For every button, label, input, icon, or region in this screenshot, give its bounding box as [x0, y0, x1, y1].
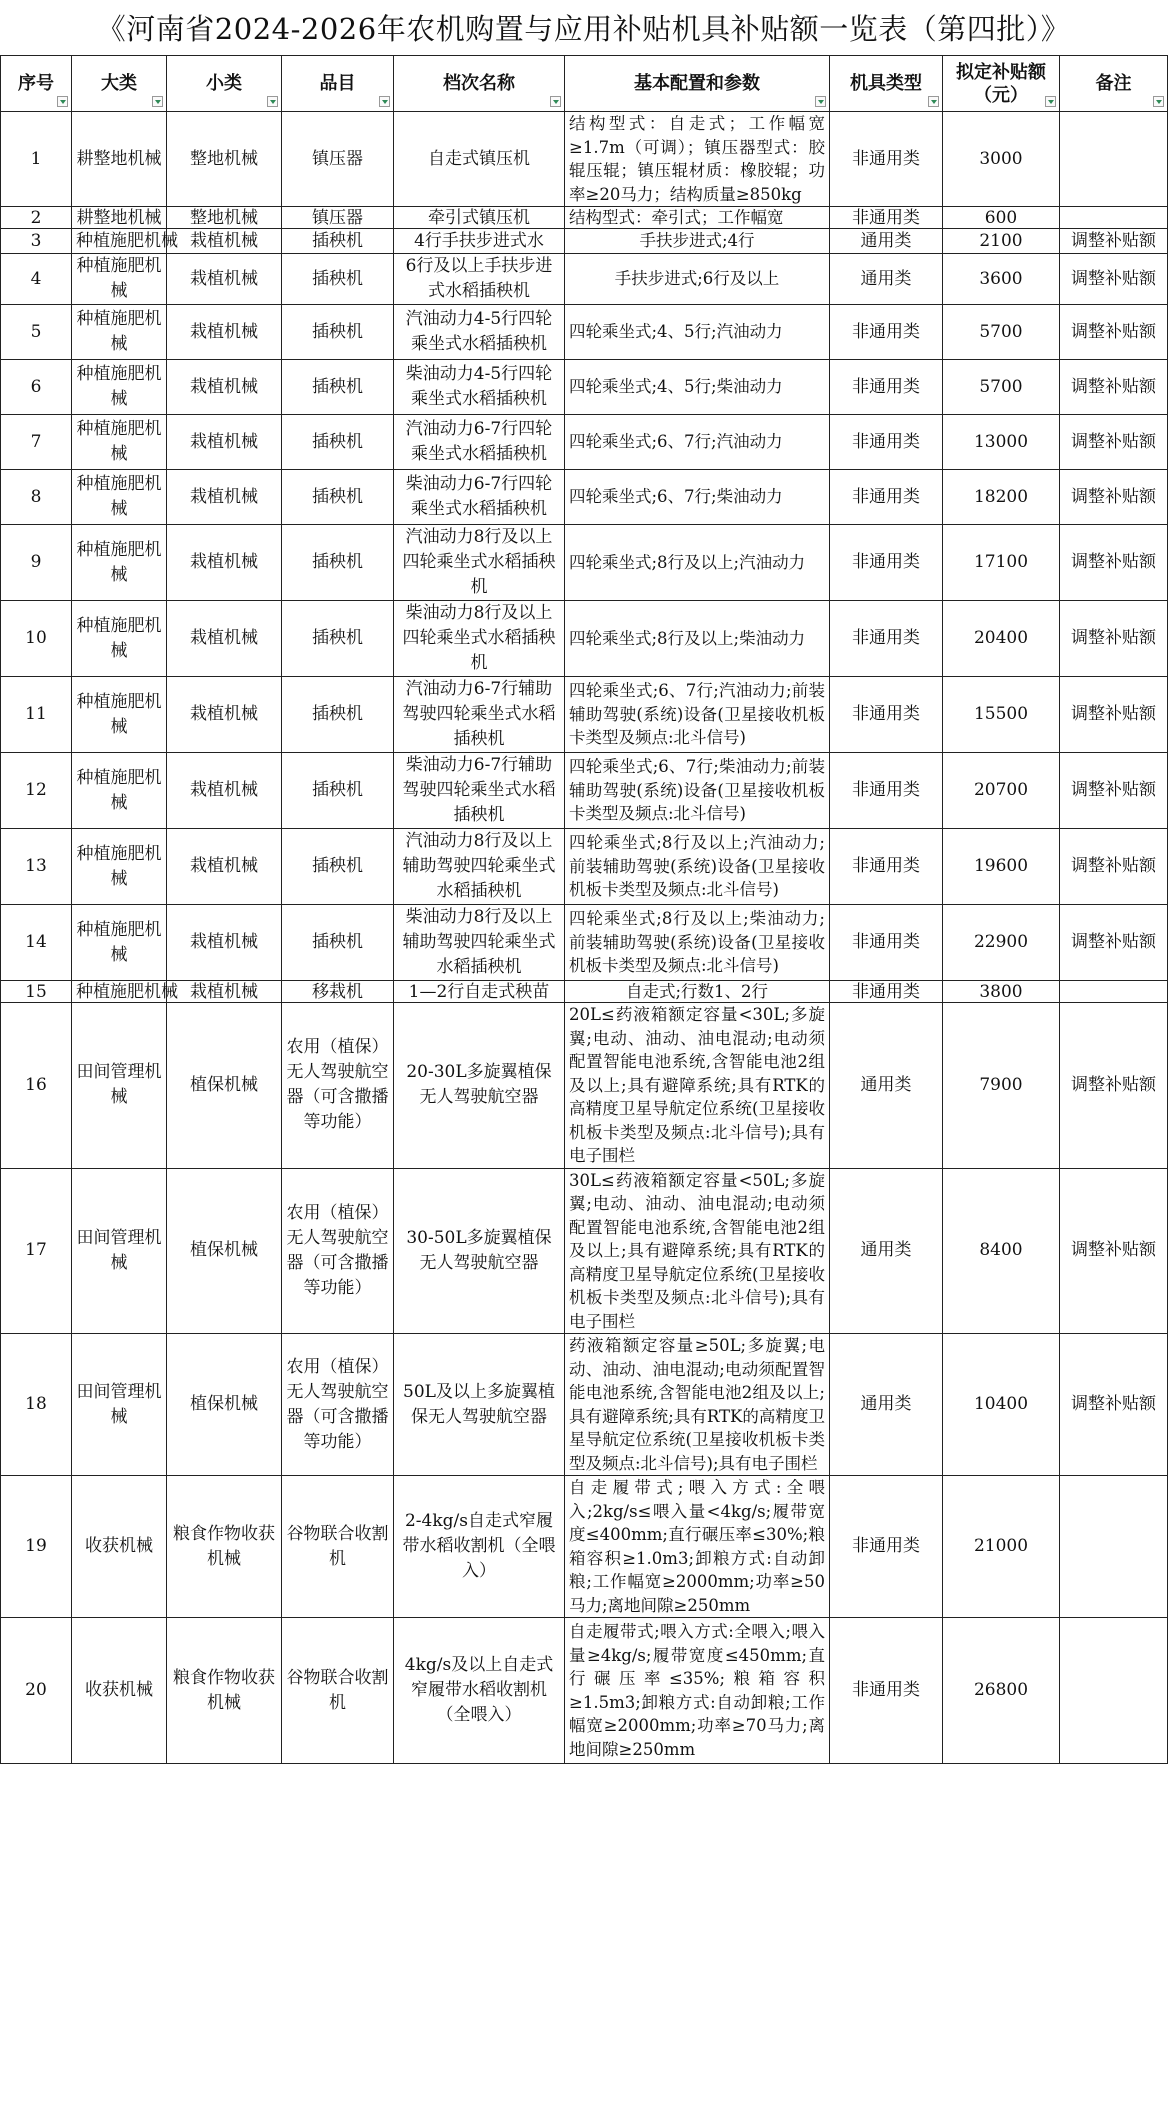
column-header-label: 档次名称 [443, 73, 515, 94]
minor-category-cell[interactable]: 植保机械 [167, 1334, 282, 1476]
filter-dropdown-icon[interactable] [379, 96, 390, 107]
table-row [1, 525, 1168, 601]
column-header-label: 机具类型 [850, 73, 922, 94]
table-row [1, 229, 1168, 254]
table-row [1, 254, 1168, 305]
subsidy-amount-cell[interactable]: 3800 [943, 981, 1060, 1003]
minor-category-cell[interactable]: 整地机械 [167, 112, 282, 207]
column-header-label: 大类 [101, 73, 137, 94]
machine-type-cell[interactable]: 通用类 [830, 1168, 943, 1334]
table-row [1, 112, 1168, 207]
row-number-cell[interactable]: 4 [1, 254, 72, 305]
spec-cell[interactable]: 自走式;行数1、2行 [565, 981, 830, 1003]
spec-cell[interactable]: 四轮乘坐式;8行及以上;汽油动力;前装辅助驾驶(系统)设备(卫星接收机板卡类型及频点:北斗信号) [565, 829, 830, 905]
row-number-cell[interactable]: 2 [1, 207, 72, 229]
grade-name-cell[interactable]: 2-4kg/s自走式窄履带水稻收割机（全喂入） [394, 1476, 565, 1618]
minor-category-cell[interactable]: 栽植机械 [167, 677, 282, 753]
machine-type-cell[interactable]: 通用类 [830, 1003, 943, 1169]
spec-cell[interactable]: 20L≤药液箱额定容量<30L;多旋翼;电动、油动、油电混动;电动须配置智能电池系统,含智能电池2组及以上;具有避障系统;具有RTK的高精度卫星导航定位系统(卫星接收机板卡类型及频点:北斗信号);具有电子围栏 [565, 1003, 830, 1169]
remark-cell[interactable]: 调整补贴额 [1060, 1168, 1168, 1334]
major-category-cell[interactable]: 种植施肥机械 [72, 905, 167, 981]
spec-cell[interactable]: 药液箱额定容量≥50L;多旋翼;电动、油动、油电混动;电动须配置智能电池系统,含智能电池2组及以上;具有避障系统;具有RTK的高精度卫星导航定位系统(卫星接收机板卡类型及频点:北斗信号);具有电子围栏 [565, 1334, 830, 1476]
machine-type-cell[interactable]: 非通用类 [830, 981, 943, 1003]
remark-cell[interactable] [1060, 1476, 1168, 1618]
grade-name-cell[interactable]: 4kg/s及以上自走式窄履带水稻收割机（全喂入） [394, 1618, 565, 1764]
spec-cell[interactable]: 四轮乘坐式;4、5行;柴油动力 [565, 360, 830, 415]
major-category-cell[interactable]: 种植施肥机械 [72, 470, 167, 525]
remark-cell[interactable]: 调整补贴额 [1060, 1334, 1168, 1476]
table-row [1, 981, 1168, 1003]
filter-dropdown-icon[interactable] [928, 96, 939, 107]
subsidy-amount-cell[interactable]: 17100 [943, 525, 1060, 601]
machine-type-cell[interactable]: 非通用类 [830, 905, 943, 981]
subsidy-amount-cell[interactable]: 15500 [943, 677, 1060, 753]
remark-cell[interactable]: 调整补贴额 [1060, 1003, 1168, 1169]
major-category-cell[interactable]: 种植施肥机械 [72, 415, 167, 470]
minor-category-cell[interactable]: 栽植机械 [167, 415, 282, 470]
item-cell[interactable]: 镇压器 [282, 207, 394, 229]
remark-cell[interactable]: 调整补贴额 [1060, 601, 1168, 677]
minor-category-cell[interactable]: 栽植机械 [167, 829, 282, 905]
spec-cell[interactable]: 四轮乘坐式;6、7行;柴油动力 [565, 470, 830, 525]
grade-name-cell[interactable]: 柴油动力4-5行四轮乘坐式水稻插秧机 [394, 360, 565, 415]
table-body [1, 112, 1168, 1764]
table-row [1, 207, 1168, 229]
filter-dropdown-icon[interactable] [1153, 96, 1164, 107]
subsidy-amount-cell[interactable]: 600 [943, 207, 1060, 229]
grade-name-cell[interactable]: 汽油动力4-5行四轮乘坐式水稻插秧机 [394, 305, 565, 360]
subsidy-amount-cell[interactable]: 19600 [943, 829, 1060, 905]
table-row [1, 1476, 1168, 1618]
major-category-cell[interactable]: 耕整地机械 [72, 207, 167, 229]
grade-name-cell[interactable]: 30-50L多旋翼植保无人驾驶航空器 [394, 1168, 565, 1334]
filter-dropdown-icon[interactable] [152, 96, 163, 107]
machine-type-cell[interactable]: 通用类 [830, 229, 943, 254]
remark-cell[interactable]: 调整补贴额 [1060, 677, 1168, 753]
minor-category-cell[interactable]: 整地机械 [167, 207, 282, 229]
item-cell[interactable]: 谷物联合收割机 [282, 1618, 394, 1764]
row-number-cell[interactable]: 6 [1, 360, 72, 415]
column-header[interactable] [565, 56, 830, 112]
remark-cell[interactable]: 调整补贴额 [1060, 305, 1168, 360]
major-category-cell[interactable]: 收获机械 [72, 1618, 167, 1764]
filter-dropdown-icon[interactable] [550, 96, 561, 107]
table-row [1, 1168, 1168, 1334]
spec-cell[interactable]: 结构型式：牵引式；工作幅宽 [565, 207, 830, 229]
column-header-label: 品目 [319, 73, 356, 94]
machine-type-cell[interactable]: 非通用类 [830, 470, 943, 525]
row-number-cell[interactable]: 19 [1, 1476, 72, 1618]
minor-category-cell[interactable]: 栽植机械 [167, 525, 282, 601]
row-number-cell[interactable]: 11 [1, 677, 72, 753]
subsidy-amount-cell[interactable]: 10400 [943, 1334, 1060, 1476]
machine-type-cell[interactable]: 非通用类 [830, 415, 943, 470]
item-cell[interactable]: 插秧机 [282, 229, 394, 254]
row-number-cell[interactable]: 16 [1, 1003, 72, 1169]
remark-cell[interactable]: 调整补贴额 [1060, 229, 1168, 254]
row-number-cell[interactable]: 20 [1, 1618, 72, 1764]
subsidy-amount-cell[interactable]: 22900 [943, 905, 1060, 981]
machine-type-cell[interactable]: 非通用类 [830, 1618, 943, 1764]
row-number-cell[interactable]: 14 [1, 905, 72, 981]
major-category-cell[interactable]: 种植施肥机械 [72, 305, 167, 360]
item-cell[interactable]: 镇压器 [282, 112, 394, 207]
table-row [1, 470, 1168, 525]
header-row [1, 56, 1168, 112]
subsidy-table [0, 55, 1168, 1764]
table-row [1, 905, 1168, 981]
major-category-cell[interactable]: 收获机械 [72, 1476, 167, 1618]
item-cell[interactable]: 插秧机 [282, 601, 394, 677]
remark-cell[interactable]: 调整补贴额 [1060, 525, 1168, 601]
spec-cell[interactable]: 四轮乘坐式;6、7行;汽油动力 [565, 415, 830, 470]
subsidy-amount-cell[interactable]: 3000 [943, 112, 1060, 207]
major-category-cell[interactable]: 种植施肥机械 [72, 677, 167, 753]
row-number-cell[interactable]: 13 [1, 829, 72, 905]
column-header[interactable] [394, 56, 565, 112]
item-cell[interactable]: 插秧机 [282, 305, 394, 360]
grade-name-cell[interactable]: 柴油动力6-7行四轮乘坐式水稻插秧机 [394, 470, 565, 525]
remark-cell[interactable]: 调整补贴额 [1060, 905, 1168, 981]
table-row [1, 601, 1168, 677]
minor-category-cell[interactable]: 栽植机械 [167, 601, 282, 677]
column-header-label: 序号 [18, 73, 54, 94]
item-cell[interactable]: 插秧机 [282, 470, 394, 525]
minor-category-cell[interactable]: 栽植机械 [167, 360, 282, 415]
subsidy-amount-cell[interactable]: 3600 [943, 254, 1060, 305]
grade-name-cell[interactable]: 1—2行自走式秧苗 [394, 981, 565, 1003]
major-category-cell[interactable]: 田间管理机械 [72, 1334, 167, 1476]
row-number-cell[interactable]: 5 [1, 305, 72, 360]
machine-type-cell[interactable]: 非通用类 [830, 753, 943, 829]
spec-cell[interactable]: 四轮乘坐式;8行及以上;柴油动力;前装辅助驾驶(系统)设备(卫星接收机板卡类型及频点:北斗信号) [565, 905, 830, 981]
grade-name-cell[interactable]: 柴油动力6-7行辅助驾驶四轮乘坐式水稻插秧机 [394, 753, 565, 829]
remark-cell[interactable]: 调整补贴额 [1060, 829, 1168, 905]
minor-category-cell[interactable]: 粮食作物收获机械 [167, 1476, 282, 1618]
table-row [1, 1003, 1168, 1169]
major-category-cell[interactable]: 种植施肥机械 [72, 753, 167, 829]
machine-type-cell[interactable]: 非通用类 [830, 525, 943, 601]
minor-category-cell[interactable]: 栽植机械 [167, 229, 282, 254]
spec-cell[interactable]: 结构型式：自走式；工作幅宽≥1.7m（可调）；镇压器型式：胶辊压辊；镇压辊材质：橡胶辊；功率≥20马力；结构质量≥850kg [565, 112, 830, 207]
subsidy-amount-cell[interactable]: 8400 [943, 1168, 1060, 1334]
subsidy-amount-cell[interactable]: 18200 [943, 470, 1060, 525]
row-number-cell[interactable]: 12 [1, 753, 72, 829]
major-category-cell[interactable]: 田间管理机械 [72, 1168, 167, 1334]
remark-cell[interactable]: 调整补贴额 [1060, 360, 1168, 415]
spec-cell[interactable]: 四轮乘坐式;8行及以上;柴油动力 [565, 601, 830, 677]
major-category-cell[interactable]: 种植施肥机械 [72, 525, 167, 601]
row-number-cell[interactable]: 15 [1, 981, 72, 1003]
subsidy-amount-cell[interactable]: 26800 [943, 1618, 1060, 1764]
major-category-cell[interactable]: 种植施肥机械 [72, 829, 167, 905]
column-header[interactable] [943, 56, 1060, 112]
column-header[interactable] [830, 56, 943, 112]
table-row [1, 753, 1168, 829]
minor-category-cell[interactable]: 栽植机械 [167, 470, 282, 525]
column-header[interactable] [1, 56, 72, 112]
grade-name-cell[interactable]: 50L及以上多旋翼植保无人驾驶航空器 [394, 1334, 565, 1476]
item-cell[interactable]: 农用（植保）无人驾驶航空器（可含撒播等功能） [282, 1168, 394, 1334]
major-category-cell[interactable]: 种植施肥机械 [72, 254, 167, 305]
machine-type-cell[interactable]: 非通用类 [830, 112, 943, 207]
machine-type-cell[interactable]: 非通用类 [830, 601, 943, 677]
page-title: 《河南省2024-2026年农机购置与应用补贴机具补贴额一览表（第四批）》 [96, 12, 1071, 46]
remark-cell[interactable]: 调整补贴额 [1060, 415, 1168, 470]
column-header[interactable] [282, 56, 394, 112]
grade-name-cell[interactable]: 汽油动力6-7行四轮乘坐式水稻插秧机 [394, 415, 565, 470]
machine-type-cell[interactable]: 非通用类 [830, 360, 943, 415]
column-header-label: 拟定补贴额（元） [956, 61, 1046, 106]
grade-name-cell[interactable]: 4行手扶步进式水 [394, 229, 565, 254]
grade-name-cell[interactable]: 汽油动力8行及以上四轮乘坐式水稻插秧机 [394, 525, 565, 601]
column-header-label: 备注 [1095, 73, 1132, 94]
spec-cell[interactable]: 手扶步进式;4行 [565, 229, 830, 254]
item-cell[interactable]: 农用（植保）无人驾驶航空器（可含撒播等功能） [282, 1334, 394, 1476]
remark-cell[interactable]: 调整补贴额 [1060, 254, 1168, 305]
machine-type-cell[interactable]: 非通用类 [830, 305, 943, 360]
remark-cell[interactable] [1060, 1618, 1168, 1764]
minor-category-cell[interactable]: 栽植机械 [167, 753, 282, 829]
machine-type-cell[interactable]: 非通用类 [830, 207, 943, 229]
filter-dropdown-icon[interactable] [815, 96, 826, 107]
row-number-cell[interactable]: 3 [1, 229, 72, 254]
subsidy-amount-cell[interactable]: 5700 [943, 360, 1060, 415]
column-header[interactable] [167, 56, 282, 112]
machine-type-cell[interactable]: 非通用类 [830, 677, 943, 753]
column-header-label: 小类 [206, 73, 242, 94]
minor-category-cell[interactable]: 栽植机械 [167, 981, 282, 1003]
spec-cell[interactable]: 自走履带式;喂入方式:全喂入;喂入量≥4kg/s;履带宽度≤450mm;直行碾压率≤35%;粮箱容积≥1.5m3;卸粮方式:自动卸粮;工作幅宽≥2000mm;功率≥70马力;离地间隙≥250mm [565, 1618, 830, 1764]
spec-cell[interactable]: 自走履带式;喂入方式:全喂入;2kg/s≤喂入量<4kg/s;履带宽度≤400mm;直行碾压率≤30%;粮箱容积≥1.0m3;卸粮方式:自动卸粮;工作幅宽≥2000mm;功率≥50马力;离地间隙≥250mm [565, 1476, 830, 1618]
machine-type-cell[interactable]: 通用类 [830, 1334, 943, 1476]
row-number-cell[interactable]: 10 [1, 601, 72, 677]
spec-cell[interactable]: 四轮乘坐式;4、5行;汽油动力 [565, 305, 830, 360]
subsidy-amount-cell[interactable]: 20700 [943, 753, 1060, 829]
subsidy-amount-cell[interactable]: 5700 [943, 305, 1060, 360]
item-cell[interactable]: 移栽机 [282, 981, 394, 1003]
remark-cell[interactable] [1060, 207, 1168, 229]
subsidy-amount-cell[interactable]: 20400 [943, 601, 1060, 677]
item-cell[interactable]: 谷物联合收割机 [282, 1476, 394, 1618]
remark-cell[interactable]: 调整补贴额 [1060, 753, 1168, 829]
minor-category-cell[interactable]: 粮食作物收获机械 [167, 1618, 282, 1764]
minor-category-cell[interactable]: 植保机械 [167, 1168, 282, 1334]
spec-cell[interactable]: 30L≤药液箱额定容量<50L;多旋翼;电动、油动、油电混动;电动须配置智能电池系统,含智能电池2组及以上;具有避障系统;具有RTK的高精度卫星导航定位系统(卫星接收机板卡类型及频点:北斗信号);具有电子围栏 [565, 1168, 830, 1334]
grade-name-cell[interactable]: 6行及以上手扶步进式水稻插秧机 [394, 254, 565, 305]
column-header[interactable] [1060, 56, 1168, 112]
table-row [1, 305, 1168, 360]
item-cell[interactable]: 插秧机 [282, 254, 394, 305]
item-cell[interactable]: 插秧机 [282, 525, 394, 601]
item-cell[interactable]: 插秧机 [282, 829, 394, 905]
table-row [1, 360, 1168, 415]
row-number-cell[interactable]: 8 [1, 470, 72, 525]
filter-dropdown-icon[interactable] [267, 96, 278, 107]
grade-name-cell[interactable]: 牵引式镇压机 [394, 207, 565, 229]
subsidy-amount-cell[interactable]: 21000 [943, 1476, 1060, 1618]
item-cell[interactable]: 插秧机 [282, 753, 394, 829]
row-number-cell[interactable]: 1 [1, 112, 72, 207]
major-category-cell[interactable]: 种植施肥机械 [72, 601, 167, 677]
item-cell[interactable]: 插秧机 [282, 360, 394, 415]
spec-cell[interactable]: 四轮乘坐式;8行及以上;汽油动力 [565, 525, 830, 601]
major-category-cell[interactable]: 种植施肥机械 [72, 360, 167, 415]
remark-cell[interactable] [1060, 112, 1168, 207]
major-category-cell[interactable]: 种植施肥机械 [72, 981, 167, 1003]
remark-cell[interactable] [1060, 981, 1168, 1003]
machine-type-cell[interactable]: 非通用类 [830, 829, 943, 905]
subsidy-amount-cell[interactable]: 13000 [943, 415, 1060, 470]
minor-category-cell[interactable]: 栽植机械 [167, 254, 282, 305]
row-number-cell[interactable]: 9 [1, 525, 72, 601]
subsidy-amount-cell[interactable]: 2100 [943, 229, 1060, 254]
table-row [1, 677, 1168, 753]
spec-cell[interactable]: 四轮乘坐式;6、7行;柴油动力;前装辅助驾驶(系统)设备(卫星接收机板卡类型及频点:北斗信号) [565, 753, 830, 829]
grade-name-cell[interactable]: 柴油动力8行及以上辅助驾驶四轮乘坐式水稻插秧机 [394, 905, 565, 981]
grade-name-cell[interactable]: 柴油动力8行及以上四轮乘坐式水稻插秧机 [394, 601, 565, 677]
item-cell[interactable]: 插秧机 [282, 677, 394, 753]
grade-name-cell[interactable]: 20-30L多旋翼植保无人驾驶航空器 [394, 1003, 565, 1169]
item-cell[interactable]: 农用（植保）无人驾驶航空器（可含撒播等功能） [282, 1003, 394, 1169]
table-row [1, 1618, 1168, 1764]
machine-type-cell[interactable]: 非通用类 [830, 1476, 943, 1618]
remark-cell[interactable]: 调整补贴额 [1060, 470, 1168, 525]
grade-name-cell[interactable]: 汽油动力8行及以上辅助驾驶四轮乘坐式水稻插秧机 [394, 829, 565, 905]
table-row [1, 829, 1168, 905]
filter-dropdown-icon[interactable] [57, 96, 68, 107]
spec-cell[interactable]: 手扶步进式;6行及以上 [565, 254, 830, 305]
table-row [1, 1334, 1168, 1476]
spec-cell[interactable]: 四轮乘坐式;6、7行;汽油动力;前装辅助驾驶(系统)设备(卫星接收机板卡类型及频点:北斗信号) [565, 677, 830, 753]
filter-dropdown-icon[interactable] [1045, 96, 1056, 107]
minor-category-cell[interactable]: 植保机械 [167, 1003, 282, 1169]
minor-category-cell[interactable]: 栽植机械 [167, 305, 282, 360]
major-category-cell[interactable]: 种植施肥机械 [72, 229, 167, 254]
grade-name-cell[interactable]: 汽油动力6-7行辅助驾驶四轮乘坐式水稻插秧机 [394, 677, 565, 753]
column-header[interactable] [72, 56, 167, 112]
item-cell[interactable]: 插秧机 [282, 905, 394, 981]
minor-category-cell[interactable]: 栽植机械 [167, 905, 282, 981]
row-number-cell[interactable]: 17 [1, 1168, 72, 1334]
grade-name-cell[interactable]: 自走式镇压机 [394, 112, 565, 207]
major-category-cell[interactable]: 耕整地机械 [72, 112, 167, 207]
subsidy-amount-cell[interactable]: 7900 [943, 1003, 1060, 1169]
column-header-label: 基本配置和参数 [634, 73, 760, 94]
major-category-cell[interactable]: 田间管理机械 [72, 1003, 167, 1169]
row-number-cell[interactable]: 7 [1, 415, 72, 470]
table-row [1, 415, 1168, 470]
row-number-cell[interactable]: 18 [1, 1334, 72, 1476]
item-cell[interactable]: 插秧机 [282, 415, 394, 470]
machine-type-cell[interactable]: 通用类 [830, 254, 943, 305]
